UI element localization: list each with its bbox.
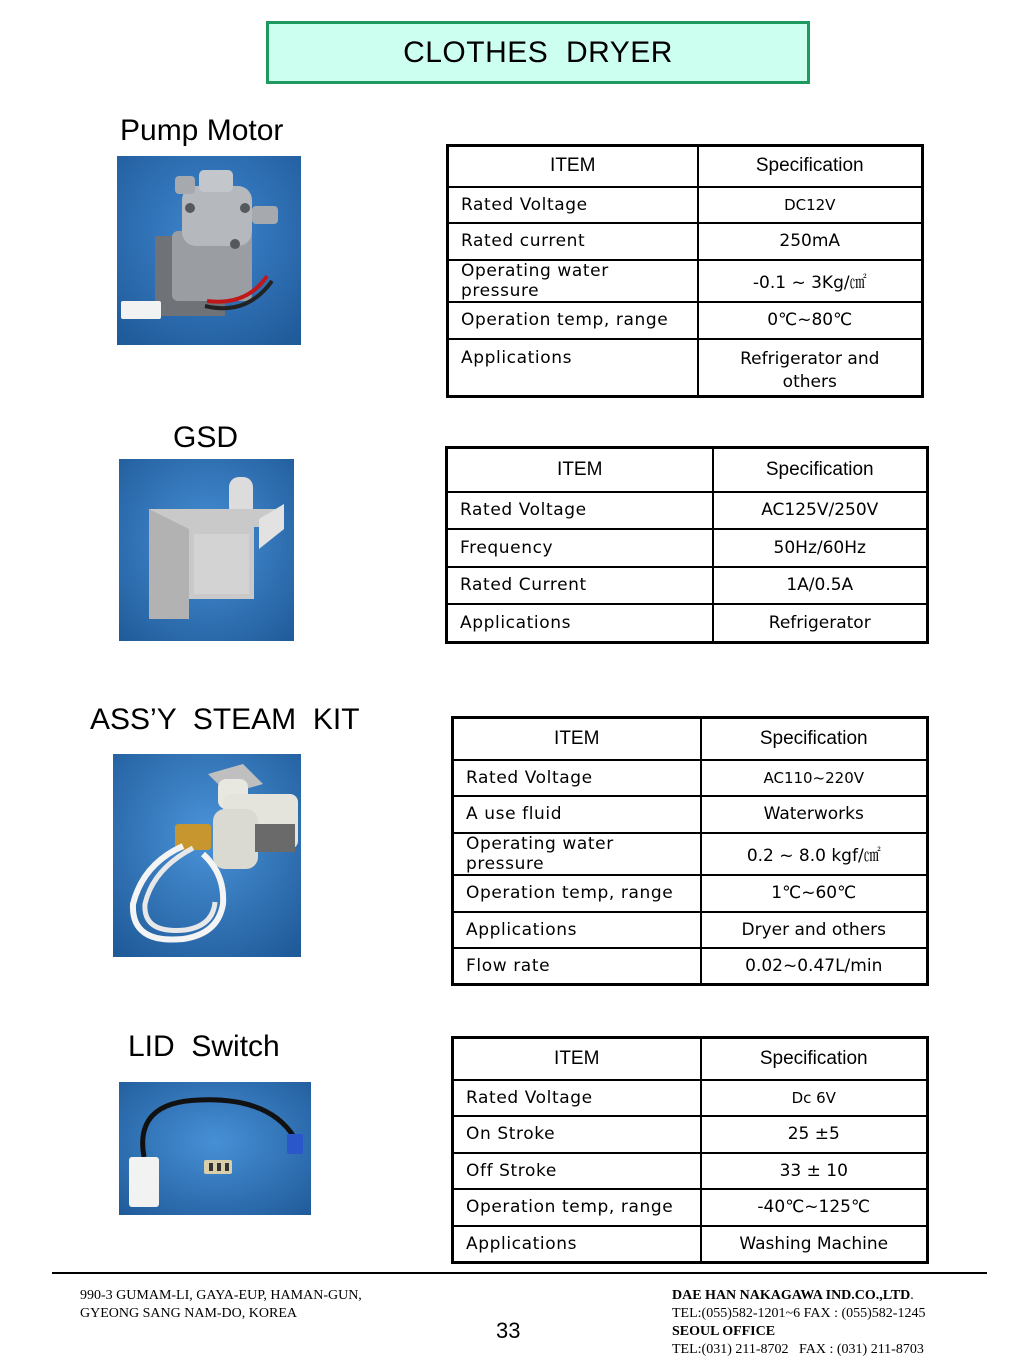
table-row bbox=[448, 187, 923, 223]
row-spec: 1℃~60℃ bbox=[701, 875, 928, 912]
section-title-lid-switch: LID Switch bbox=[128, 1030, 280, 1063]
row-item: Rated Voltage bbox=[448, 187, 698, 223]
row-item: On Stroke bbox=[453, 1116, 701, 1153]
table-row bbox=[453, 833, 928, 875]
row-spec: 0.02~0.47L/min bbox=[701, 948, 928, 985]
row-spec: 33 ± 10 bbox=[701, 1153, 928, 1189]
address-line-2: GYEONG SANG NAM-DO, KOREA bbox=[80, 1306, 297, 1321]
row-item: Rated Voltage bbox=[447, 492, 713, 529]
gsd-photo bbox=[119, 459, 294, 641]
footer-address bbox=[80, 1287, 362, 1323]
section-title-steam-kit: ASS’Y STEAM KIT bbox=[90, 703, 360, 736]
row-item: Rated current bbox=[448, 223, 698, 260]
table-row bbox=[453, 875, 928, 912]
seoul-office-label: SEOUL OFFICE bbox=[672, 1324, 776, 1339]
spec-table-steam-kit bbox=[451, 716, 929, 986]
page-title-box bbox=[266, 21, 810, 84]
table-row bbox=[447, 492, 928, 529]
row-spec: Waterworks bbox=[701, 796, 928, 833]
row-spec: 50Hz/60Hz bbox=[713, 529, 928, 567]
row-spec: AC110~220V bbox=[701, 760, 928, 796]
row-spec: DC12V bbox=[698, 187, 923, 223]
footer-divider bbox=[52, 1272, 987, 1274]
table-row bbox=[453, 1153, 928, 1189]
footer-company bbox=[672, 1287, 925, 1359]
row-item: Applications bbox=[453, 1226, 701, 1263]
header-specification: Specification bbox=[701, 1038, 928, 1080]
row-item: Frequency bbox=[447, 529, 713, 567]
row-spec: 0℃~80℃ bbox=[698, 302, 923, 339]
row-item: A use fluid bbox=[453, 796, 701, 833]
row-item: Off Stroke bbox=[453, 1153, 701, 1189]
office-tel-fax: TEL:(031) 211-8702 FAX : (031) 211-8703 bbox=[672, 1342, 924, 1357]
table-row bbox=[453, 912, 928, 948]
header-specification: Specification bbox=[701, 718, 928, 760]
table-row bbox=[448, 223, 923, 260]
table-row bbox=[453, 1226, 928, 1263]
row-item: Operation temp, range bbox=[448, 302, 698, 339]
row-spec: Dryer and others bbox=[701, 912, 928, 948]
steam-kit-photo bbox=[113, 754, 301, 957]
row-item: Flow rate bbox=[453, 948, 701, 985]
table-row bbox=[453, 1189, 928, 1226]
table-row bbox=[453, 1080, 928, 1116]
spec-table-lid-switch bbox=[451, 1036, 929, 1264]
row-spec: 0.2 ~ 8.0 kgf/㎠ bbox=[701, 833, 928, 875]
row-spec: Dc 6V bbox=[701, 1080, 928, 1116]
table-row bbox=[453, 948, 928, 985]
row-spec: Refrigerator bbox=[713, 604, 928, 643]
row-item: Operating water pressure bbox=[448, 260, 698, 302]
table-row bbox=[448, 260, 923, 302]
table-header-row bbox=[447, 448, 928, 492]
table-row bbox=[447, 567, 928, 604]
row-item: Rated Current bbox=[447, 567, 713, 604]
header-item: ITEM bbox=[448, 146, 698, 187]
section-title-gsd: GSD bbox=[173, 421, 239, 454]
table-row bbox=[447, 604, 928, 643]
header-specification: Specification bbox=[698, 146, 923, 187]
row-spec: -0.1 ~ 3Kg/㎠ bbox=[698, 260, 923, 302]
row-spec: 25 ±5 bbox=[701, 1116, 928, 1153]
row-item: Applications bbox=[447, 604, 713, 643]
table-header-row bbox=[453, 718, 928, 760]
table-header-row bbox=[453, 1038, 928, 1080]
pump-motor-photo bbox=[117, 156, 301, 345]
row-item: Operation temp, range bbox=[453, 1189, 701, 1226]
table-row bbox=[453, 1116, 928, 1153]
page-title: CLOTHES DRYER bbox=[403, 35, 673, 69]
table-row bbox=[453, 796, 928, 833]
row-item: Rated Voltage bbox=[453, 760, 701, 796]
page-number: 33 bbox=[496, 1318, 521, 1343]
row-spec: Washing Machine bbox=[701, 1226, 928, 1263]
row-spec: 250mA bbox=[698, 223, 923, 260]
spec-table-pump-motor bbox=[446, 144, 924, 398]
row-spec: AC125V/250V bbox=[713, 492, 928, 529]
row-item: Rated Voltage bbox=[453, 1080, 701, 1116]
table-row bbox=[448, 302, 923, 339]
company-name: DAE HAN NAKAGAWA IND.CO.,LTD bbox=[672, 1288, 911, 1303]
row-spec: -40℃~125℃ bbox=[701, 1189, 928, 1226]
table-header-row bbox=[448, 146, 923, 187]
row-item: Applications bbox=[448, 339, 698, 397]
header-item: ITEM bbox=[453, 718, 701, 760]
spec-table-gsd bbox=[445, 446, 929, 644]
header-specification: Specification bbox=[713, 448, 928, 492]
header-item: ITEM bbox=[453, 1038, 701, 1080]
row-item: Operating water pressure bbox=[453, 833, 701, 875]
row-spec: 1A/0.5A bbox=[713, 567, 928, 604]
row-spec: Refrigerator and others bbox=[698, 339, 923, 397]
company-period: . bbox=[910, 1288, 914, 1303]
section-title-pump-motor: Pump Motor bbox=[120, 114, 284, 147]
lid-switch-photo bbox=[119, 1082, 311, 1215]
row-item: Applications bbox=[453, 912, 701, 948]
header-item: ITEM bbox=[447, 448, 713, 492]
table-row bbox=[453, 760, 928, 796]
table-row bbox=[448, 339, 923, 397]
address-line-1: 990-3 GUMAM-LI, GAYA-EUP, HAMAN-GUN, bbox=[80, 1288, 362, 1303]
row-item: Operation temp, range bbox=[453, 875, 701, 912]
table-row bbox=[447, 529, 928, 567]
company-tel-fax: TEL:(055)582-1201~6 FAX : (055)582-1245 bbox=[672, 1306, 926, 1321]
